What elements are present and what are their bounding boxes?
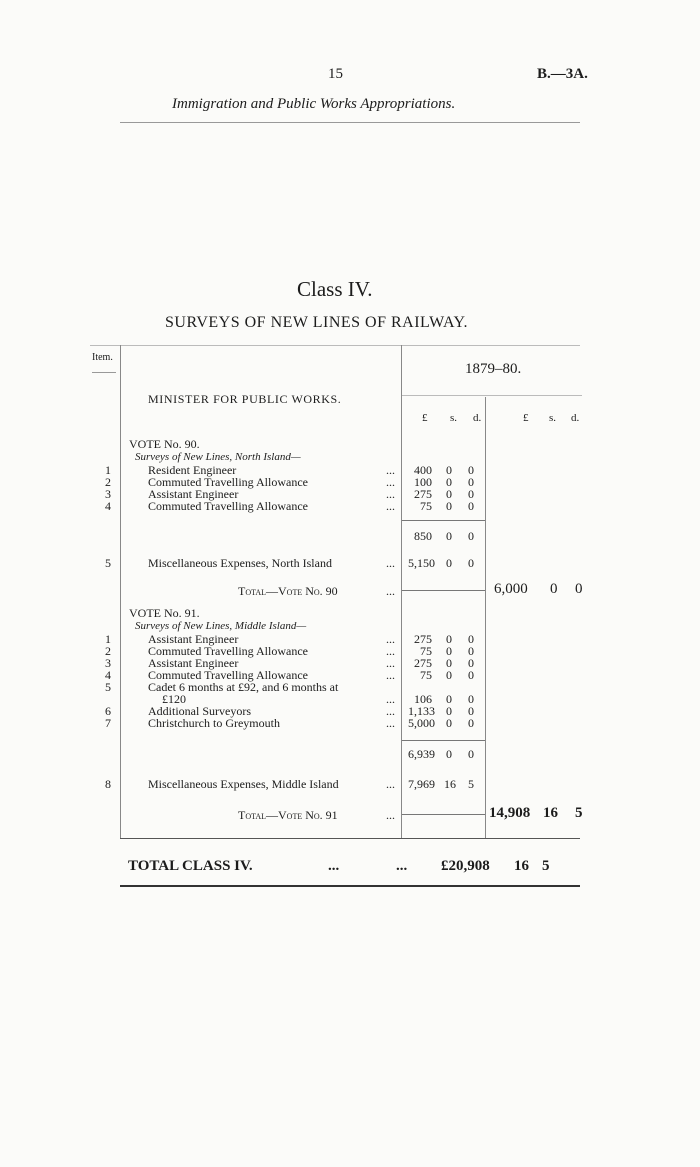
leader-dots: ... <box>386 556 395 570</box>
leader-dots: ... <box>386 487 395 501</box>
item-shillings: 0 <box>446 475 452 489</box>
item-description: Assistant Engineer <box>148 487 239 501</box>
item-description: Additional Surveyors <box>148 704 251 718</box>
shilling-header-2: s. <box>549 412 557 424</box>
item-pounds: 75 <box>420 499 432 513</box>
item-description: Commuted Travelling Allowance <box>148 475 308 489</box>
item-number: 3 <box>105 656 111 670</box>
item-shillings: 0 <box>446 692 452 706</box>
item-shillings: 0 <box>446 463 452 477</box>
item-number: 4 <box>105 668 111 682</box>
item-shillings: 0 <box>446 716 452 730</box>
item-pounds: 75 <box>420 644 432 658</box>
subtotal-pence: 0 <box>468 529 474 543</box>
item-number: 5 <box>105 680 111 694</box>
item-pence: 5 <box>468 777 474 791</box>
list-item <box>0 500 700 512</box>
item-column-divider <box>120 345 121 838</box>
leader-dots: ... <box>386 716 395 730</box>
item-pounds: 7,969 <box>408 777 435 791</box>
item-shillings: 0 <box>446 556 452 570</box>
grand-total-pounds: £20,908 <box>441 858 490 874</box>
vote-91-total-shillings: 16 <box>543 805 558 821</box>
leader-dots: ... <box>396 858 408 874</box>
page-number: 15 <box>328 66 343 82</box>
item-shillings: 0 <box>446 487 452 501</box>
grand-total-label: TOTAL CLASS IV. <box>128 858 253 874</box>
item-pounds: 275 <box>414 632 432 646</box>
item-pence: 0 <box>468 556 474 570</box>
grand-total-shillings: 16 <box>514 858 529 874</box>
list-item <box>0 557 700 569</box>
item-pounds: 106 <box>414 692 432 706</box>
item-shillings: 0 <box>446 632 452 646</box>
leader-dots: ... <box>386 692 395 706</box>
vote-91-subtotal-rule <box>402 740 485 741</box>
list-item <box>0 778 700 790</box>
subtotal-pence: 0 <box>468 747 474 761</box>
item-shillings: 16 <box>444 777 456 791</box>
grand-total-top-rule <box>120 838 580 839</box>
item-pence: 0 <box>468 656 474 670</box>
item-description: Miscellaneous Expenses, Middle Island <box>148 777 339 791</box>
item-shillings: 0 <box>446 704 452 718</box>
vote-90-total-shillings: 0 <box>550 581 558 597</box>
item-pounds: 5,150 <box>408 556 435 570</box>
item-description: Commuted Travelling Allowance <box>148 644 308 658</box>
item-pounds: 5,000 <box>408 716 435 730</box>
subtotal-shillings: 0 <box>446 747 452 761</box>
vote-91-total-pounds: 14,908 <box>489 805 531 821</box>
item-shillings: 0 <box>446 668 452 682</box>
shilling-header: s. <box>450 412 458 424</box>
subtotal-pounds: 850 <box>414 529 432 543</box>
item-number: 5 <box>105 556 111 570</box>
item-description-continued: £120 <box>162 692 186 706</box>
item-number: 4 <box>105 499 111 513</box>
year-rule <box>402 395 582 396</box>
item-shillings: 0 <box>446 644 452 658</box>
item-pence: 0 <box>468 692 474 706</box>
item-number: 2 <box>105 644 111 658</box>
running-title: Immigration and Public Works Appropriations. <box>172 96 456 112</box>
vote-90-total-pence: 0 <box>575 581 583 597</box>
item-number: 8 <box>105 777 111 791</box>
vote-90-subtotal-rule <box>402 520 485 521</box>
vote-90-subtitle: Surveys of New Lines, North Island— <box>135 451 301 463</box>
item-description: Commuted Travelling Allowance <box>148 668 308 682</box>
pence-header-2: d. <box>571 412 580 424</box>
vote-91-subtotal <box>0 748 700 760</box>
item-pence: 0 <box>468 487 474 501</box>
vote-90-total-rule <box>402 590 485 591</box>
grand-total-bottom-rule <box>120 885 580 887</box>
item-pence: 0 <box>468 644 474 658</box>
vote-90-subtotal <box>0 530 700 542</box>
list-item <box>0 681 700 693</box>
leader-dots: ... <box>386 475 395 489</box>
item-number: 1 <box>105 463 111 477</box>
item-description: Resident Engineer <box>148 463 237 477</box>
item-shillings: 0 <box>446 656 452 670</box>
vote-91-subtitle: Surveys of New Lines, Middle Island— <box>135 620 307 632</box>
leader-dots: ... <box>386 656 395 670</box>
pence-header: d. <box>473 412 482 424</box>
leader-dots: ... <box>386 644 395 658</box>
item-description: Christchurch to Greymouth <box>148 716 280 730</box>
item-number: 3 <box>105 487 111 501</box>
header-rule <box>120 122 580 123</box>
leader-dots: ... <box>386 499 395 513</box>
pound-header: £ <box>422 412 428 424</box>
vote-90-total-label: Total—Vote No. 90 <box>238 584 338 598</box>
item-number: 2 <box>105 475 111 489</box>
subtotal-shillings: 0 <box>446 529 452 543</box>
item-description: Commuted Travelling Allowance <box>148 499 308 513</box>
leader-dots: ... <box>328 858 340 874</box>
leader-dots: ... <box>386 668 395 682</box>
item-pounds: 275 <box>414 487 432 501</box>
item-description: Cadet 6 months at £92, and 6 months at <box>148 680 339 694</box>
pound-header-2: £ <box>523 412 529 424</box>
list-item <box>0 717 700 729</box>
section-title: SURVEYS OF NEW LINES OF RAILWAY. <box>165 314 469 331</box>
subtotal-pounds: 6,939 <box>408 747 435 761</box>
item-pounds: 400 <box>414 463 432 477</box>
item-number: 6 <box>105 704 111 718</box>
item-pounds: 75 <box>420 668 432 682</box>
item-number: 1 <box>105 632 111 646</box>
description-column-divider <box>401 345 402 838</box>
table-top-rule <box>90 345 580 346</box>
item-number: 7 <box>105 716 111 730</box>
item-pence: 0 <box>468 716 474 730</box>
item-pounds: 275 <box>414 656 432 670</box>
leader-dots: ... <box>386 584 395 598</box>
item-pence: 0 <box>468 463 474 477</box>
item-header-rule <box>92 372 116 373</box>
leader-dots: ... <box>386 463 395 477</box>
year-heading: 1879–80. <box>465 361 522 377</box>
item-description: Assistant Engineer <box>148 656 239 670</box>
item-pence: 0 <box>468 475 474 489</box>
item-shillings: 0 <box>446 499 452 513</box>
item-column-header: Item. <box>92 352 113 363</box>
vote-90-total-pounds: 6,000 <box>494 581 528 597</box>
item-pounds: 100 <box>414 475 432 489</box>
vote-91-total-pence: 5 <box>575 805 583 821</box>
item-pence: 0 <box>468 704 474 718</box>
document-ref: B.—3A. <box>537 66 588 82</box>
item-pence: 0 <box>468 499 474 513</box>
vote-90-title: VOTE No. 90. <box>129 437 200 451</box>
item-description: Miscellaneous Expenses, North Island <box>148 556 332 570</box>
leader-dots: ... <box>386 777 395 791</box>
minister-heading: MINISTER FOR PUBLIC WORKS. <box>148 392 342 406</box>
vote-91-title: VOTE No. 91. <box>129 606 200 620</box>
vote-91-total-rule <box>402 814 485 815</box>
item-pounds: 1,133 <box>408 704 435 718</box>
grand-total-pence: 5 <box>542 858 550 874</box>
vote-91-total-label: Total—Vote No. 91 <box>238 808 338 822</box>
class-title: Class IV. <box>297 277 373 301</box>
item-description: Assistant Engineer <box>148 632 239 646</box>
item-pence: 0 <box>468 632 474 646</box>
leader-dots: ... <box>386 704 395 718</box>
item-pence: 0 <box>468 668 474 682</box>
leader-dots: ... <box>386 808 395 822</box>
leader-dots: ... <box>386 632 395 646</box>
